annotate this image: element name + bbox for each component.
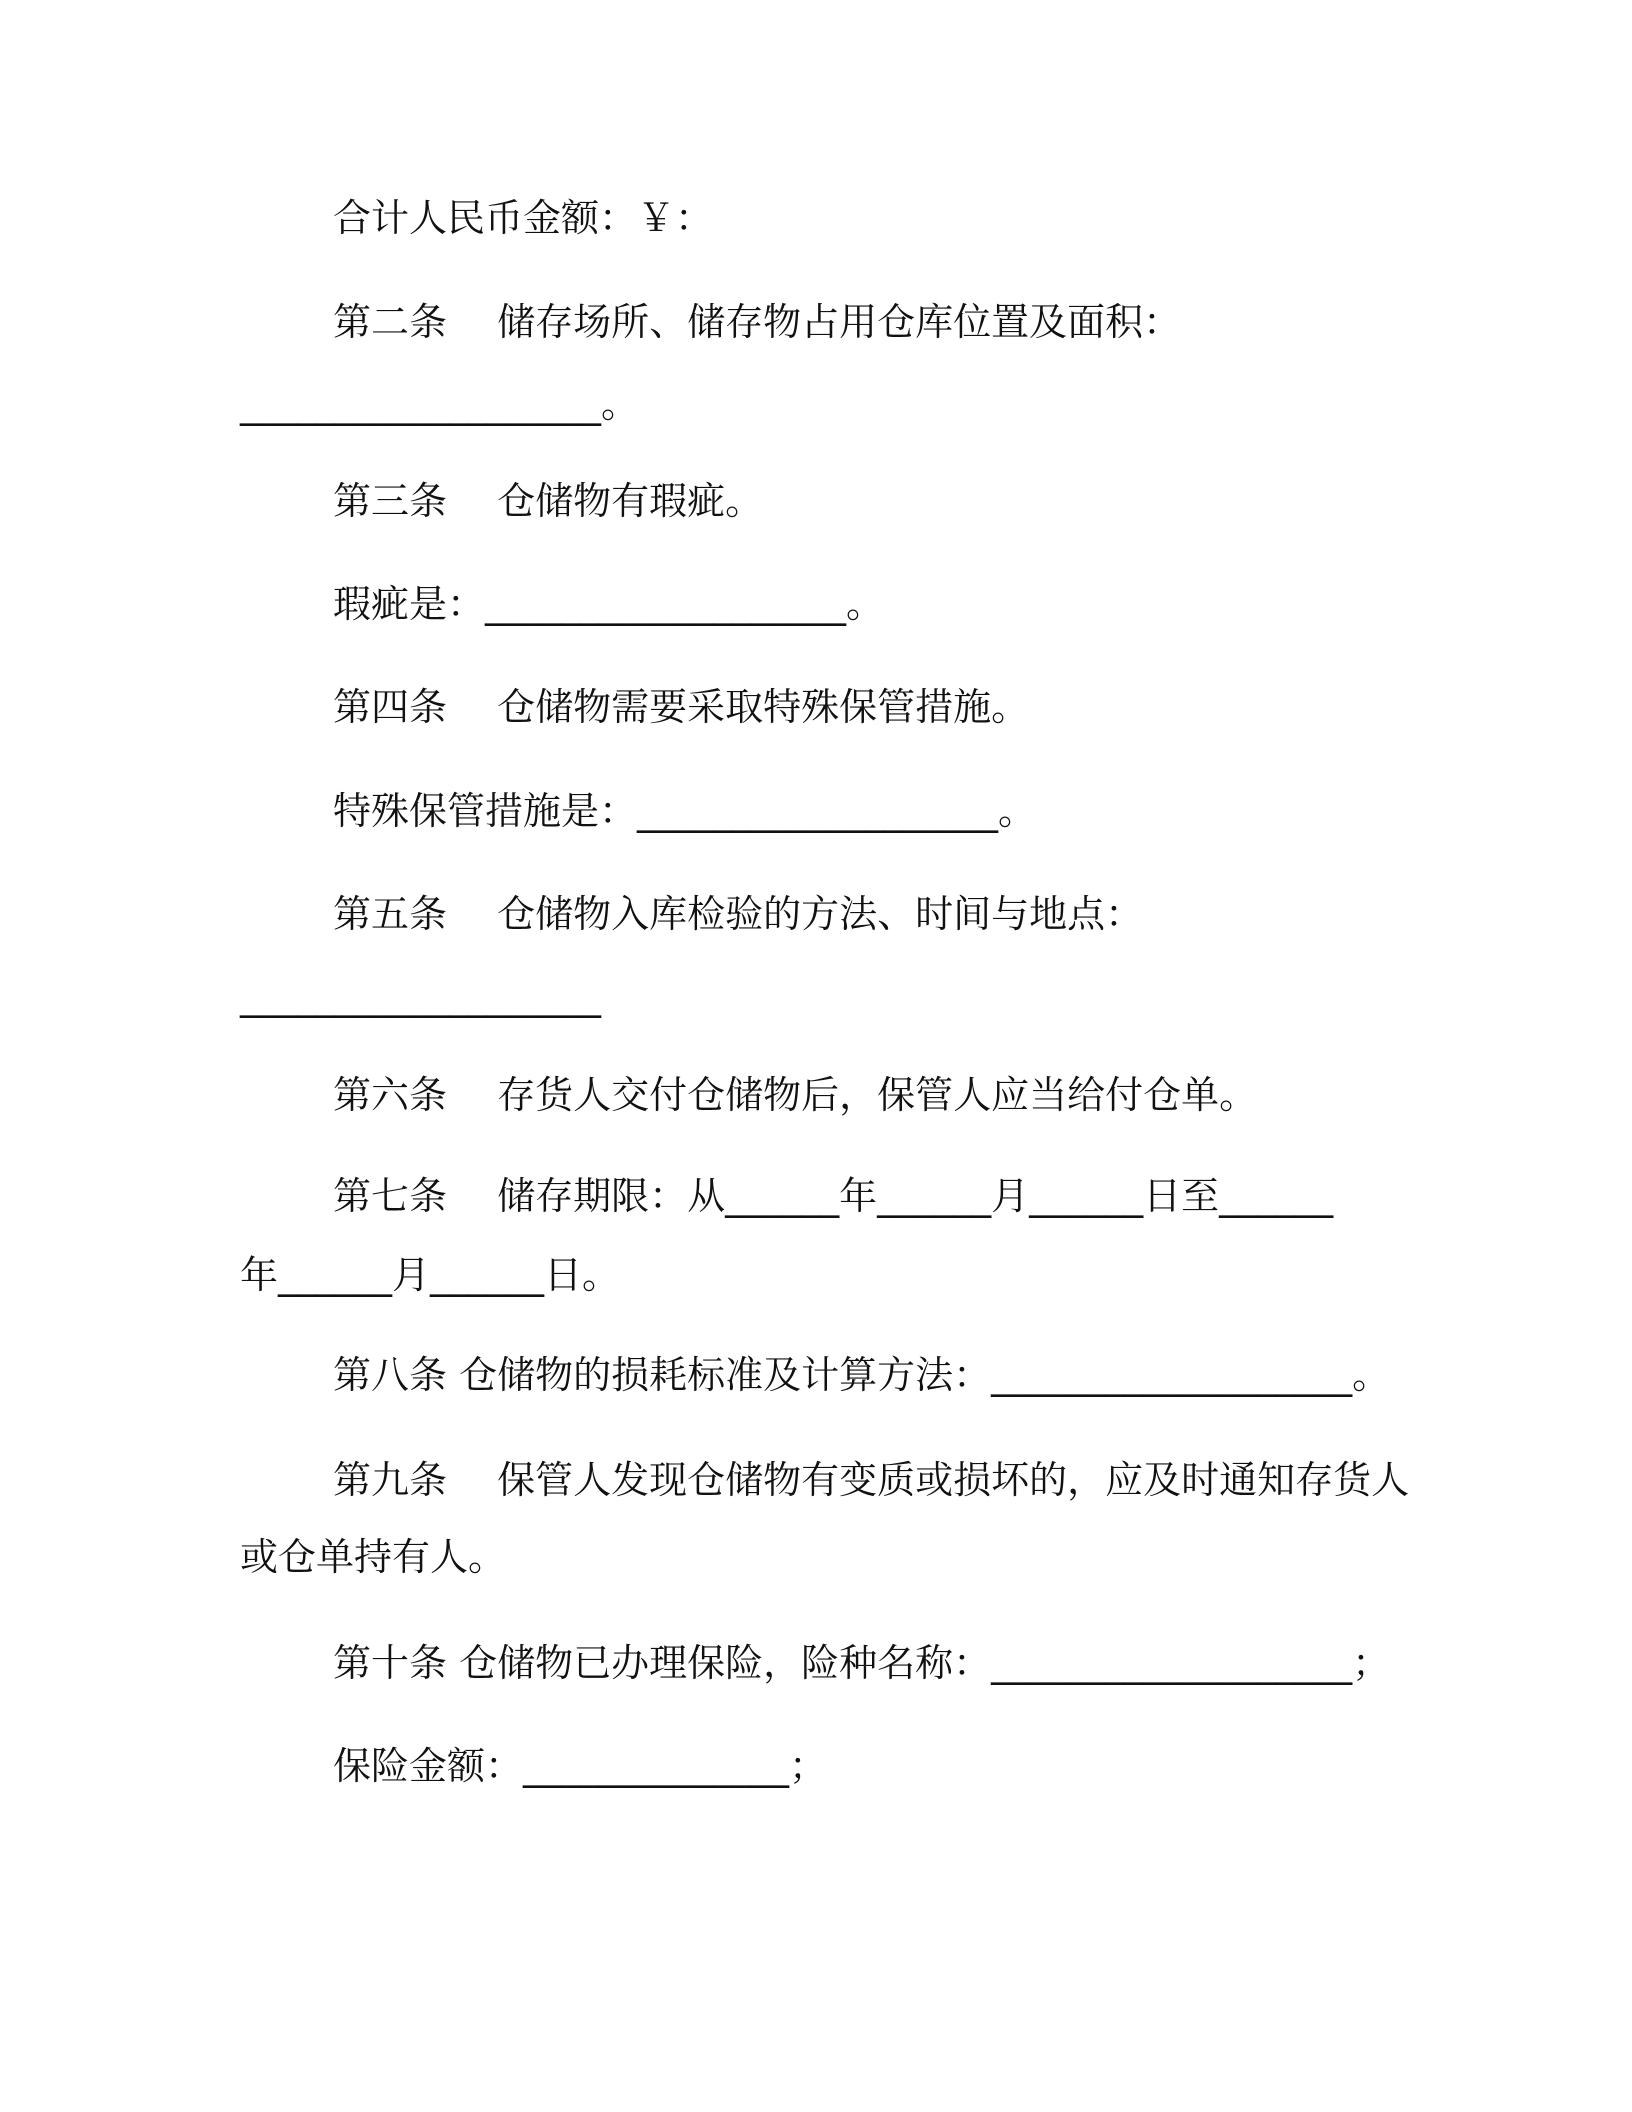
article-7-cont-line: 年______月______日。: [240, 1253, 621, 1297]
article-3-line: 第三条 仓储物有瑕疵。: [333, 479, 764, 523]
defect-line: 瑕疵是：___________________。: [333, 582, 885, 626]
article-9-line: 第九条 保管人发现仓储物有变质或损坏的，应及时通知存货人: [333, 1458, 1410, 1502]
article-8-line: 第八条 仓储物的损耗标准及计算方法：___________________。: [333, 1353, 1391, 1397]
article-6-line: 第六条 存货人交付仓储物后，保管人应当给付仓单。: [333, 1073, 1258, 1117]
article-10-line: 第十条 仓储物已办理保险，险种名称：___________________；: [333, 1641, 1391, 1685]
special-measures-line: 特殊保管措施是：___________________。: [333, 789, 1037, 833]
insurance-amount-line: 保险金额：______________；: [333, 1744, 828, 1788]
article-9-cont-line: 或仓单持有人。: [240, 1535, 507, 1579]
total-amount-line: 合计人民币金额：￥：: [333, 196, 714, 240]
article-2-line: 第二条 储存场所、储存物占用仓库位置及面积：: [333, 300, 1182, 344]
article-4-line: 第四条 仓储物需要采取特殊保管措施。: [333, 685, 1030, 729]
article-5-line: 第五条 仓储物入库检验的方法、时间与地点：: [333, 892, 1144, 936]
article-5-blank-line: ___________________: [240, 974, 601, 1018]
article-2-blank-line: ___________________。: [240, 382, 640, 426]
article-7-line: 第七条 储存期限：从______年______月______日至______: [333, 1174, 1334, 1218]
